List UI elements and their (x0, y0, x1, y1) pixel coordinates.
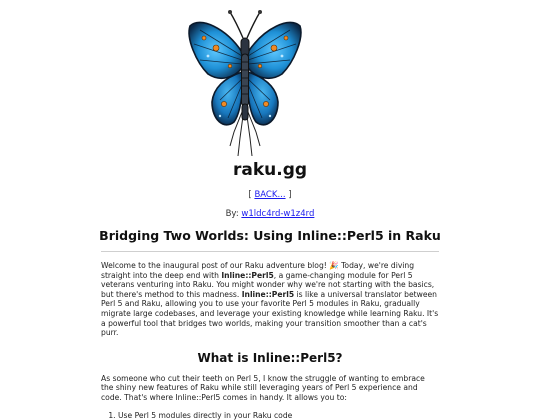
section-paragraph: As someone who cut their teeth on Perl 5, I know the struggle of wanting to embrace the shiny new features of Raku while still leveraging years of Perl 5 experience and code. That's where Inline::Perl5 comes in handy. It allows you to: (101, 373, 425, 402)
list-item: 1. Use Perl 5 modules directly in your Raku code (118, 411, 439, 420)
intro-bold-1: Inline::Perl5 (221, 270, 274, 280)
intro-paragraph (101, 261, 439, 338)
site-title: raku.gg (232, 160, 308, 180)
intro-bold-2: Inline::Perl5 (241, 289, 295, 299)
post-title: Bridging Two Worlds: Using Inline::Perl5 in Raku (99, 228, 441, 243)
intro-text-3: is like a universal translator between Perl 5 and Raku, allowing you to use your favorite Perl 5 modules in Raku, gradually migrate large codebases, and leverage your existing knowledge while learning Raku. It's a powerful tool that bridges two worlds, making your transition smoother than a cat's purr. (101, 289, 439, 338)
intro-text-1: Welcome to the inaugural post of our Raku adventure blog! 🎉 Today, we're diving straight into the deep end with (101, 261, 415, 280)
author-link[interactable]: w1ldc4rd-w1z4rd (241, 209, 315, 219)
back-nav (0, 190, 540, 200)
intro-text-2: , a game-changing module for Perl 5 veterans venturing into Raku. You might wonder why we're not starting with the basics, but there's method to this madness. (101, 270, 435, 299)
feature-list (101, 411, 439, 420)
mechanical-butterfly-icon (186, 8, 304, 160)
back-bracket-close: ] (285, 190, 292, 200)
by-prefix: By: (225, 209, 242, 219)
title-divider (101, 251, 439, 252)
section-heading: What is Inline::Perl5? (197, 350, 343, 365)
back-bracket-open: [ (248, 190, 255, 200)
post-content (101, 261, 439, 420)
author-byline (0, 209, 540, 219)
back-link[interactable]: BACK... (254, 190, 286, 200)
